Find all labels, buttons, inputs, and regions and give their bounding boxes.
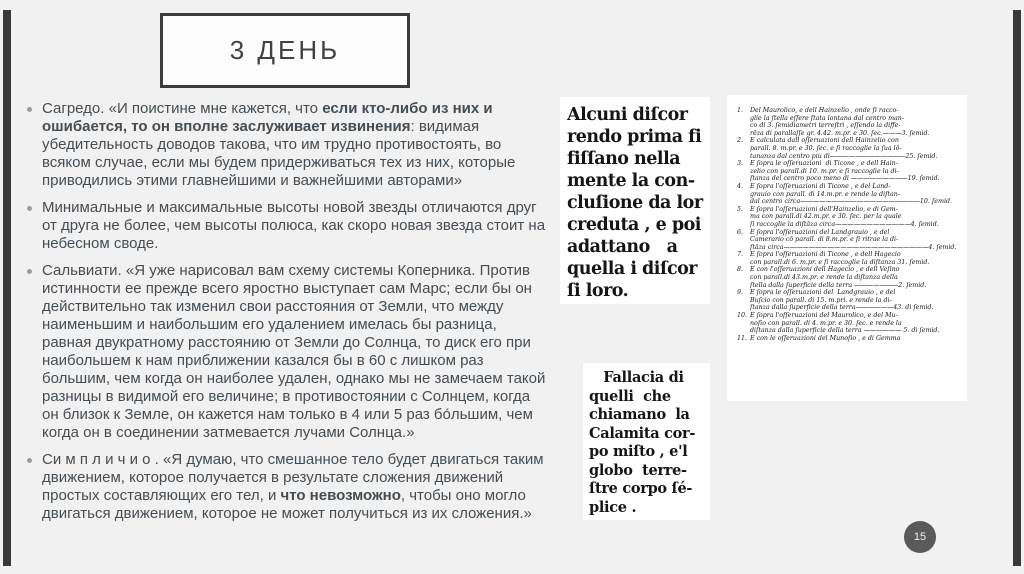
index-entry [737,312,961,335]
index-entry-lines [750,335,961,343]
scan-text-line: E ſopra l'oſſeruazioni dell'Hainzelio, e di Gem- [750,205,898,213]
page-title: 3 ДЕНЬ [229,35,341,65]
scan-text-line: Fallacia di [589,369,684,386]
scan-text-line: zelio con parall.di 10. m.pr. e ſi raccoglie la di- [750,167,899,175]
scan-text-line: E ſopra le oſſeruazioni di Ticone , e dell Hain- [750,160,898,168]
scan-text-line: rēza di parallaſſe gr. 4.42. m.pr. e 30. ſec.———3. ſemid. [750,129,930,137]
scan-fallacia-excerpt [583,363,710,520]
scan-text-line: diſtanza dalla ſuperficie della terra —————— 5. di ſemid. [750,327,940,335]
index-entry-number: 4. [737,182,744,190]
index-entry [737,107,961,137]
index-entry-lines [750,137,961,160]
bullet-item [42,100,547,190]
scan-text-line: ſtella dalla ſuperficie della terra ———————2. ſemid. [750,281,927,289]
index-entry-lines [750,266,961,289]
scan-text-line: cluſione da lor [567,193,703,213]
index-entry-number: 3. [737,160,744,168]
bullet-text: Минимальные и максимальные высоты новой звезды отличаются друг от друга не более, чем высоты полюса, как скоро новая звезда стоит на небесном своде. [42,199,546,252]
bullet-text: если кто-либо из них и ошибается, то он вполне заслуживает извинения [42,100,493,135]
index-entry-lines [750,160,961,183]
scan-text-line: con parall.di 43.m.pr. e rende la diſtanza della [750,274,898,282]
bullet-item [42,199,547,253]
scan-text-line: Del Maurolico, e dell Hainzelio , onde ſi racco- [750,107,899,114]
scan-text-line: con parall.di 6. m.pr. e ſi raccoglie la diſtanza 31. ſemid. [750,258,930,266]
index-entry-number: 6. [737,228,744,236]
bullet-text: Сальвиати. «Я уже нарисовал вам схему системы Коперника. Против истинности ее прежде всего яростно выступает сам Марс; если бы он действительно так изменил свои расстояния от Земли, что между наименьшим и наибольшим его удалением имелась бы разница, равная двукратному расстоянию от Земли до Солнца, то диск его при наибольшем к нам приближении казался бы в 60 с лишком раз большим, чем когда он наиболее удален, однако мы не замечаем такой разницы в видимой его величине; в противостоянии с Солнцем, когда он близок к Земле, он кажется нам только в 4 или 5 раз бо́льшим, чем когда он в соединении затмевается лучами Солнца.» [42,262,546,441]
index-entry-number: 2. [737,137,744,145]
scan-text-line: ſtāza circa———————————————————————4. ſemid. [750,243,957,251]
index-entry-lines [750,107,961,137]
scan-text-line: co di 3. ſemidiametri terreſtri , eſſendo la diffe- [750,122,901,130]
bullet-text: : видимая убедительность доводов такова, что им трудно противостоять, во всяком случае, если мы будем придерживаться тех из них, которые приводились этими главнейшими и важнейшими авторами» [42,118,516,189]
scan-text-line: E ſopra l'oſſeruazioni del Maurolico, e del Mu- [750,312,898,320]
page-number-badge [904,521,936,553]
index-entry-number: 8. [737,266,744,274]
index-entry-number: 10. [737,312,748,320]
bullet-text: Си м п л и ч и о . «Я думаю, что смешанное тело будет двигаться таким движением, которое получается в результате сложения движений простых составляющих его тел, и [42,451,544,504]
right-edge-bar [1013,10,1021,566]
bullet-list [42,100,547,532]
scan-text-line: chiamano la [589,406,690,423]
index-entry-number: 11. [737,334,748,342]
index-entry-number: 5. [737,205,744,213]
index-entry [737,206,961,229]
scan-text-line: E ſopra le oſſeruazioni del Landgrauio , e del [750,289,896,297]
index-entry [737,137,961,160]
scan-text-line: po miſto , e'l [589,443,688,460]
index-entry [737,266,961,289]
scan-text-line: Camerario cō parall. di 8.m.pr. e ſi ritrae la di- [750,236,899,244]
index-entry-number: 9. [737,289,744,297]
scan-index-page [727,95,967,401]
scan-text-line: E ſopra l'oſſeruazioni del Landgrauio , e del [750,228,890,236]
slide-title-box [160,13,410,88]
scan-text-line: globo terre- [589,461,687,479]
index-entry [737,335,961,343]
index-entry [737,229,961,252]
index-entry [737,289,961,312]
index-entry-number: 7. [737,251,744,259]
scan-text-line: ſtanza del centro poco meno di —————————19. ſemid. [750,175,940,183]
scan-text-line: grauio con parall. di 14.m.pr. e rende la diſtan- [750,190,900,198]
scan-text-line: tananza dal centro più di————————————25. ſemid. [750,152,938,160]
scan-text-line: glie la ſtella eſſere ſtata lontana dal centro man- [750,114,904,122]
index-entry-lines [750,312,961,335]
scan-text-line: fiſſano nella [567,149,681,169]
scan-text-line: Calamita cor- [589,424,696,442]
index-entry [737,251,961,266]
page-number: 15 [913,531,927,543]
index-entry-lines [750,251,961,266]
scan-text-line: Buſcio con parall. di 15. m.pri. e rende la di- [750,296,892,304]
scan-text-line: creduta , e poi [567,215,701,235]
scan-text-line: quelli che [589,387,671,405]
scan-text-line: dal centro circa———————————————————10. ſemid. [750,198,953,206]
bullet-text: что невозможно [280,487,401,504]
scan-text-line: plice . [589,498,637,516]
scan-text-line: ſi raccoglie la diſtāza circa————————————4. ſemid. [750,220,939,228]
scan-text-line: adattano a [567,237,678,257]
scan-text-line: ſtanza dalla ſuperficie della terra——————43. di ſemid. [750,304,934,312]
bullet-text: , чтобы оно могло двигаться движением, которое не может получиться из их сложения.» [42,487,532,522]
scan-text-line: E con le oſſeruazioni del Munoſio , e di Gemma [750,334,901,342]
index-entry-lines [750,229,961,252]
bullet-item [42,451,547,523]
scan-text-line: E ſopra l'oſſeruazioni di Ticone , e del Land- [750,182,891,190]
scan-text-line: ſtre corpo ſé- [589,480,693,497]
scan-alcuni-excerpt [560,97,710,304]
scan-text-line: quella i diſcor [567,259,698,279]
index-entry-lines [750,183,961,206]
index-entry-lines [750,206,961,229]
scan-text-line: parall. 8. m.pr. e 30. ſec. e ſi raccoglie la ſua lō- [750,144,902,152]
scan-text-line: E con l'oſſeruazioni dell Hagecio , e dell Veſino [750,266,900,274]
scan-text-line: E calculata dall oſſeruazioni dell Hainzelio con [750,137,899,145]
index-entry-lines [750,289,961,312]
scan-text-line: mente la con- [567,171,695,191]
left-edge-bar [3,10,11,566]
bullet-item [42,262,547,442]
index-entry [737,183,961,206]
scan-text-line: ma con parall.di 42.m.pr. e 30. ſec. per la quale [750,213,902,221]
index-entry [737,160,961,183]
scan-text-line: E ſopra l'oſſeruazioni di Ticone , e dell Hagecio [750,251,901,259]
scan-text-line: ſi loro. [567,281,629,301]
bullet-text: Сагредо. «И поистине мне кажется, что [42,100,323,117]
index-entry-number: 1. [737,107,744,114]
scan-text-line: noſio con parall. di 4. m.pr. e 30. ſec. e rende la [750,319,902,327]
scan-text-line: rendo prima fi [567,127,702,147]
scan-text-line: Alcuni diſcor [567,105,688,125]
